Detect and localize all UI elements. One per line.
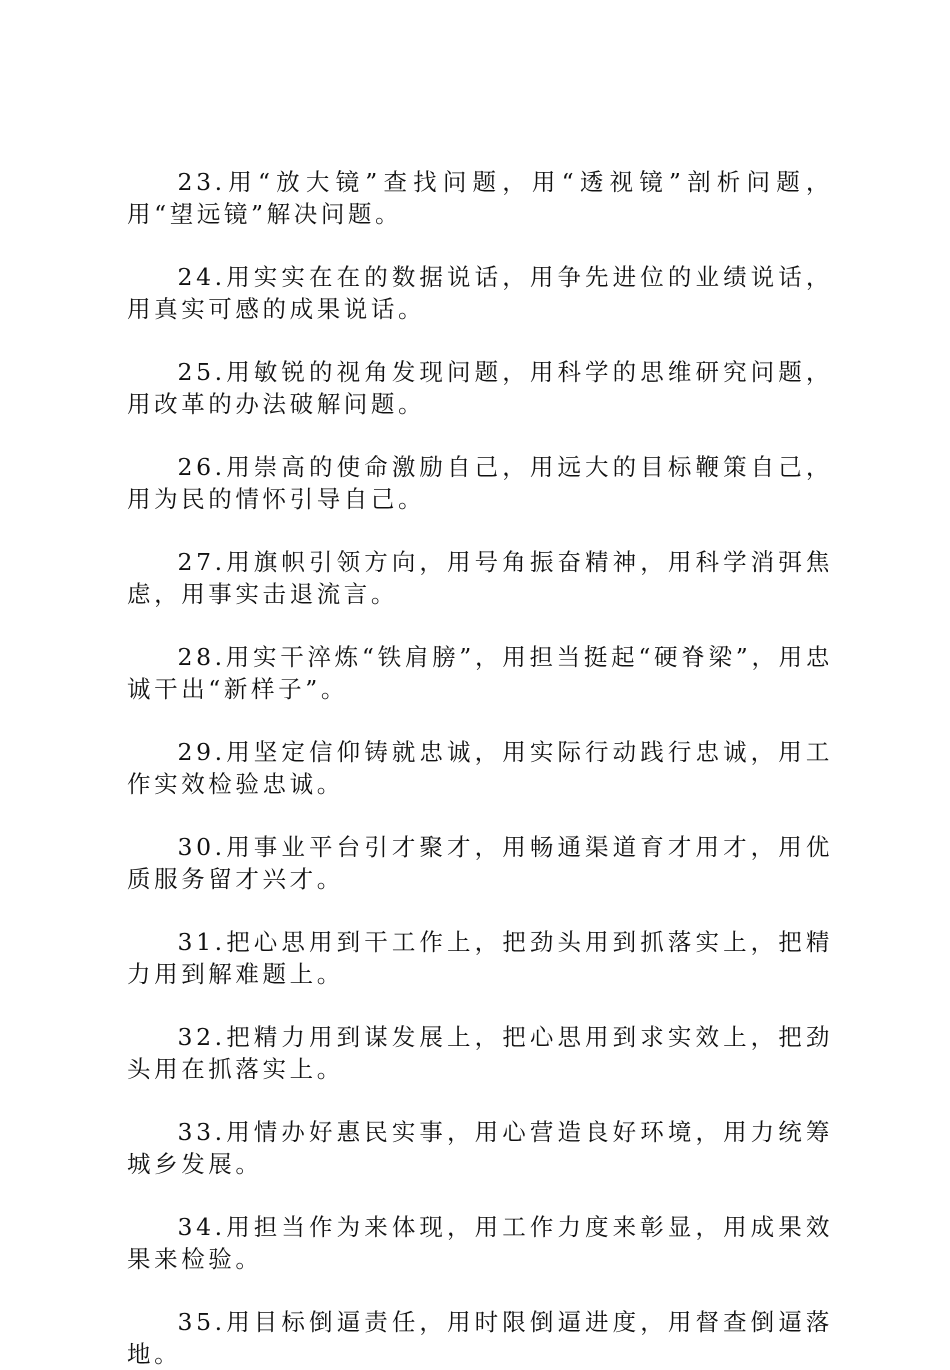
list-item: 30.用事业平台引才聚才，用畅通渠道育才用才，用优质服务留才兴才。 bbox=[127, 833, 833, 893]
list-item: 32.把精力用到谋发展上，把心思用到求实效上，把劲头用在抓落实上。 bbox=[127, 1023, 833, 1083]
list-item: 26.用崇高的使命激励自己，用远大的目标鞭策自己，用为民的情怀引导自己。 bbox=[127, 453, 833, 513]
list-item: 34.用担当作为来体现，用工作力度来彰显，用成果效果来检验。 bbox=[127, 1213, 833, 1273]
list-item: 33.用情办好惠民实事，用心营造良好环境，用力统筹城乡发展。 bbox=[127, 1118, 833, 1178]
list-item: 24.用实实在在的数据说话，用争先进位的业绩说话，用真实可感的成果说话。 bbox=[127, 263, 833, 323]
list-item: 29.用坚定信仰铸就忠诚，用实际行动践行忠诚，用工作实效检验忠诚。 bbox=[127, 738, 833, 798]
list-item: 35.用目标倒逼责任，用时限倒逼进度，用督查倒逼落地。 bbox=[127, 1308, 833, 1368]
document-body bbox=[127, 166, 833, 1370]
list-item: 25.用敏锐的视角发现问题，用科学的思维研究问题，用改革的办法破解问题。 bbox=[127, 358, 833, 418]
list-item: 31.把心思用到干工作上，把劲头用到抓落实上，把精力用到解难题上。 bbox=[127, 928, 833, 988]
list-item: 28.用实干淬炼“铁肩膀”，用担当挺起“硬脊梁”，用忠诚干出“新样子”。 bbox=[127, 643, 833, 703]
list-item: 23.用“放大镜”查找问题，用“透视镜”剖析问题，用“望远镜”解决问题。 bbox=[127, 168, 833, 228]
list-item: 27.用旗帜引领方向，用号角振奋精神，用科学消弭焦虑，用事实击退流言。 bbox=[127, 548, 833, 608]
